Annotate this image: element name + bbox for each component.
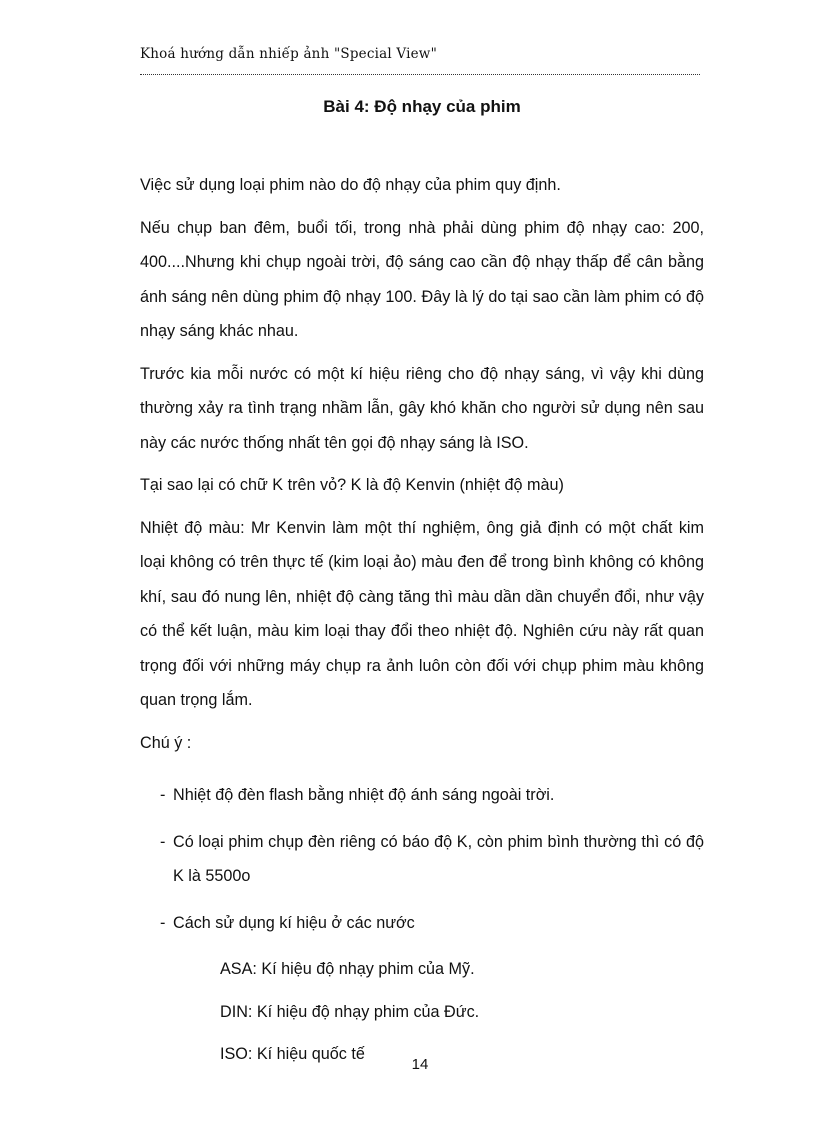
bullet-dash: - [160, 832, 166, 851]
symbol-iso: ISO: Kí hiệu quốc tế [220, 1045, 365, 1063]
note-item-text: Có loại phim chụp đèn riêng có báo độ K, còn phim bình thường thì có độ K là 5500o [173, 832, 704, 885]
symbol-list [140, 952, 704, 1072]
paragraph-night-shooting: Nếu chụp ban đêm, buổi tối, trong nhà phải dùng phim độ nhạy cao: 200, 400....Nhưng khi chụp ngoài trời, độ sáng cao cần độ nhạy thấp để cân bằng ánh sáng nên dùng phim độ nhạy 100. Đây là lý do tại sao cần làm phim có độ nhạy sáng khác nhau. [140, 218, 704, 340]
symbol-din: DIN: Kí hiệu độ nhạy phim của Đức. [220, 1002, 480, 1021]
course-header: Khoá hướng dẫn nhiếp ảnh "Special View" [140, 46, 437, 62]
bullet-dash: - [160, 786, 166, 804]
page-number: 14 [411, 1056, 429, 1073]
paragraph-intro: Việc sử dụng loại phim nào do độ nhạy của phim quy định. [140, 176, 561, 194]
note-item-text: Nhiệt độ đèn flash bằng nhiệt độ ánh sáng ngoài trời. [173, 786, 555, 804]
symbol-asa: ASA: Kí hiệu độ nhạy phim của Mỹ. [220, 960, 475, 978]
lesson-body [140, 168, 704, 1080]
paragraph-k-question: Tại sao lại có chữ K trên vỏ? K là độ Kenvin (nhiệt độ màu) [140, 476, 564, 494]
notes-list [140, 778, 704, 940]
note-item [140, 906, 704, 941]
note-item [140, 778, 704, 813]
paragraph-iso-history: Trước kia mỗi nước có một kí hiệu riêng cho độ nhạy sáng, vì vậy khi dùng thường xảy ra tình trạng nhầm lẫn, gây khó khăn cho người sử dụng nên sau này các nước thống nhất tên gọi độ nhạy sáng là ISO. [140, 364, 704, 452]
note-item-text: Cách sử dụng kí hiệu ở các nước [173, 913, 415, 932]
bullet-dash: - [160, 913, 166, 932]
paragraph-color-temperature: Nhiệt độ màu: Mr Kenvin làm một thí nghiệm, ông giả định có một chất kim loại không có trên thực tế (kim loại ảo) màu đen để trong bình không có không khí, sau đó nung lên, nhiệt độ càng tăng thì màu dần dần chuyển đổi, như vậy có thể kết luận, màu kim loại thay đổi theo nhiệt độ. Nghiên cứu này rất quan trọng đối với những máy chụp ra ảnh luôn còn đối với chụp phim màu không quan trọng lắm. [140, 518, 704, 709]
note-item [140, 825, 704, 894]
paragraph-note-heading: Chú ý : [140, 733, 192, 752]
header-dotted-rule [140, 74, 700, 75]
lesson-title: Bài 4: Độ nhạy của phim [323, 97, 521, 116]
